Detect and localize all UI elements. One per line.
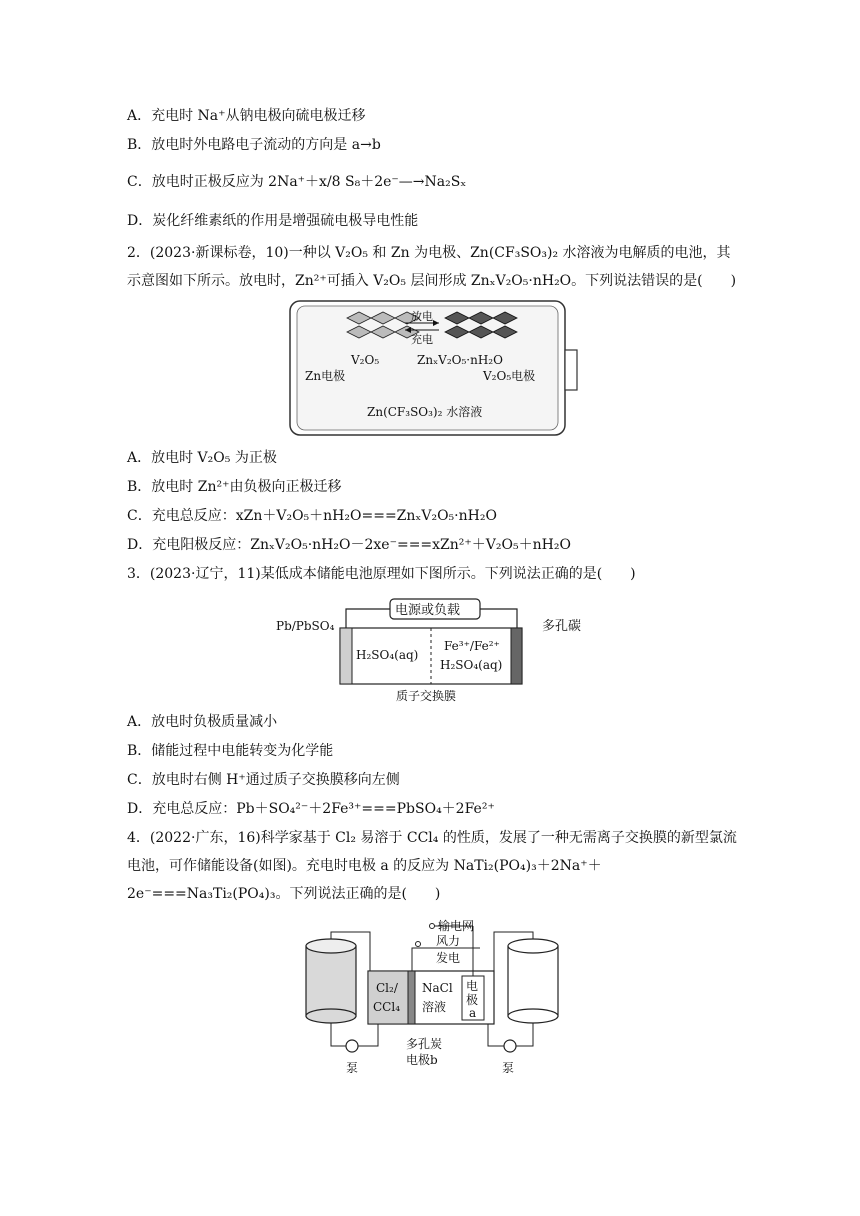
q3-figure — [274, 594, 604, 706]
q2-option-d: D．充电阳极反应：ZnₓV₂O₅·nH₂O－2xe⁻===xZn²⁺＋V₂O₅＋nH₂O — [127, 537, 571, 553]
solution-label: 溶液 — [422, 1000, 447, 1014]
q3-stem: 3．(2023·辽宁，11)某低成本储能电池原理如下图所示。下列说法正确的是( ) — [127, 566, 636, 582]
cl2-ccl4-layer — [368, 971, 408, 1024]
q2-figure — [287, 298, 579, 438]
q4-figure — [302, 916, 562, 1084]
q2-option-a: A．放电时 V₂O₅ 为正极 — [127, 450, 277, 466]
q4-stem: 4．(2022·广东，16)科学家基于 Cl₂ 易溶于 CCl₄ 的性质，发展了一种无需离子交换膜的新型氯流电池，可作储能设备(如图)。充电时电极 a 的反应为 NaTi₂(PO₄)₃＋2Na⁺＋2e⁻===Na₃Ti₂(PO₄)₃。下列说法正确的是( ) — [127, 830, 737, 902]
q3-option-d: D．充电总反应：Pb＋SO₄²⁻＋2Fe³⁺===PbSO₄＋2Fe²⁺ — [127, 801, 495, 817]
product-label: ZnₓV₂O₅·nH₂O — [417, 353, 503, 367]
left-storage-tank — [306, 946, 356, 1016]
ccl4-label: CCl₄ — [373, 1000, 401, 1014]
nacl-label: NaCl — [422, 981, 453, 995]
left-pump-icon — [346, 1040, 358, 1052]
membrane-label: 质子交换膜 — [396, 689, 457, 703]
discharge-label: 放电 — [411, 310, 433, 323]
v2o5-label: V₂O₅ — [351, 353, 380, 367]
q1-option-c: C．放电时正极反应为 2Na⁺＋x/8 S₈＋2e⁻—→Na₂Sₓ — [127, 174, 467, 190]
right-storage-tank — [508, 946, 558, 1016]
right-solution-label: H₂SO₄(aq) — [440, 658, 503, 672]
q3-option-b: B．储能过程中电能转变为化学能 — [127, 743, 334, 759]
electrode-a-label-1: 电 — [466, 979, 479, 993]
electrolyte-label: Zn(CF₃SO₃)₂ 水溶液 — [367, 405, 483, 419]
power-load-label: 电源或负载 — [395, 603, 461, 618]
left-pump-label: 泵 — [346, 1061, 359, 1075]
zn-electrode-label: Zn电极 — [305, 369, 346, 383]
q3-option-c: C．放电时右侧 H⁺通过质子交换膜移向左侧 — [127, 772, 400, 788]
q2-option-c: C．充电总反应：xZn＋V₂O₅＋nH₂O===ZnₓV₂O₅·nH₂O — [127, 508, 497, 524]
electrode-a-label-2: 极 — [466, 993, 479, 1007]
grid-label: 输电网 — [438, 919, 475, 933]
q3-option-a: A．放电时负极质量减小 — [127, 714, 278, 730]
grid-terminal-icon — [430, 924, 435, 929]
q2-stem: 2．(2023·新课标卷，10)一种以 V₂O₅ 和 Zn 为电极、Zn(CF₃SO₃)₂ 水溶液为电解质的电池，其示意图如下所示。放电时，Zn²⁺可插入 V₂O₅ 层间形成 ZnₓV₂O₅·nH₂O。下列说法错误的是( ) — [127, 245, 737, 289]
wind-label-2: 发电 — [436, 951, 461, 965]
porous-carbon-electrode-b — [408, 971, 415, 1024]
q1-option-d: D．炭化纤维素纸的作用是增强硫电极导电性能 — [127, 213, 419, 229]
left-electrode-label: Pb/PbSO₄ — [276, 619, 335, 633]
right-ions-label: Fe³⁺/Fe²⁺ — [444, 639, 500, 653]
q2-option-b: B．放电时 Zn²⁺由负极向正极迁移 — [127, 479, 342, 495]
pb-electrode — [340, 628, 352, 684]
carbon-label-1: 多孔炭 — [406, 1037, 443, 1051]
wind-terminal-icon — [416, 942, 421, 947]
carbon-label-2: 电极b — [406, 1053, 438, 1067]
right-electrode-label: 多孔碳 — [542, 619, 582, 634]
right-pump-icon — [504, 1040, 516, 1052]
v2o5-electrode-label: V₂O₅电极 — [483, 369, 536, 383]
charge-label: 充电 — [411, 333, 433, 346]
left-solution-label: H₂SO₄(aq) — [356, 648, 419, 662]
cl2-label: Cl₂/ — [376, 981, 398, 995]
q1-option-a: A．充电时 Na⁺从钠电极向硫电极迁移 — [127, 108, 366, 124]
wind-label-1: 风力 — [436, 934, 461, 948]
electrode-a-label-3: a — [469, 1006, 477, 1020]
porous-carbon-electrode — [511, 628, 522, 684]
q1-option-b: B．放电时外电路电子流动的方向是 a→b — [127, 137, 381, 153]
right-pump-label: 泵 — [502, 1061, 515, 1075]
